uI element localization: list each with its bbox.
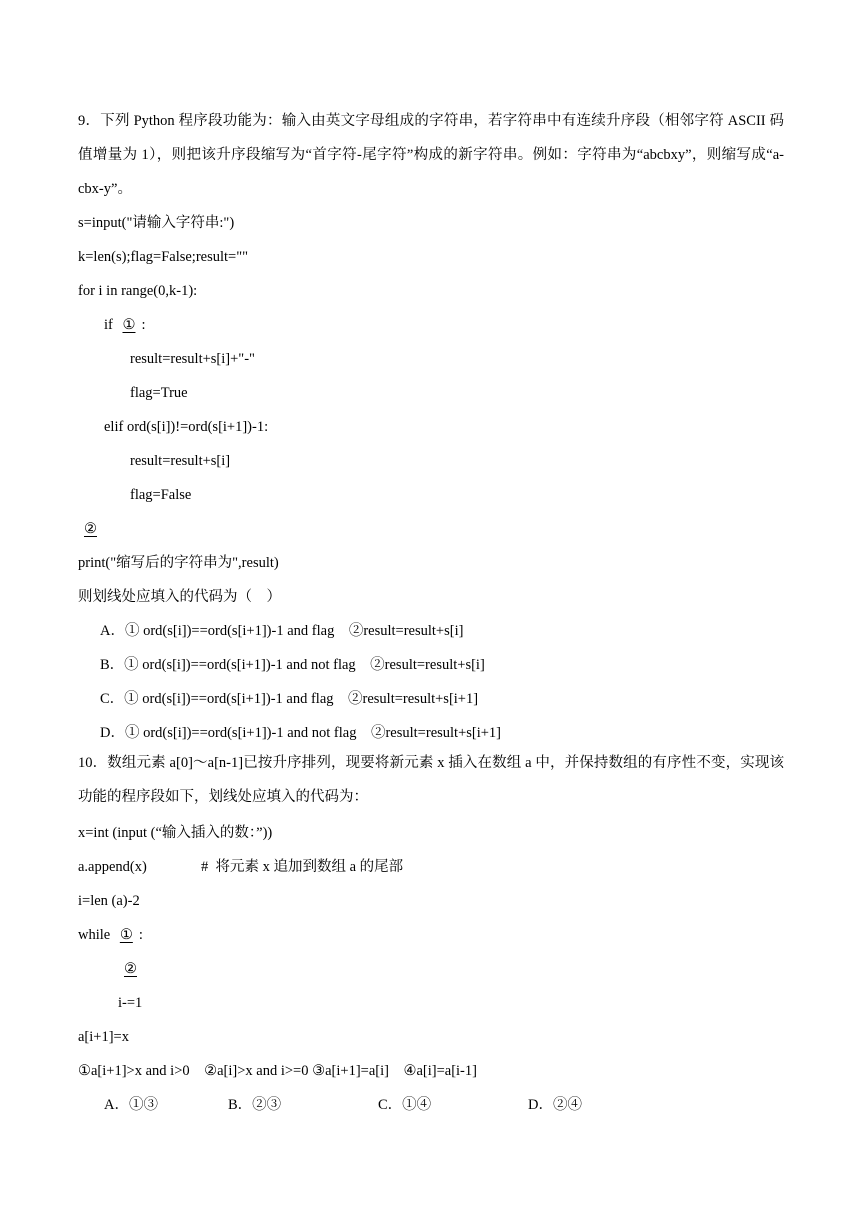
q10-choices: ①a[i+1]>x and i>0 ②a[i]>x and i>=0 ③a[i+1]=a[i] ④a[i]=a[i-1]: [78, 1063, 477, 1079]
code-line: result=result+s[i]: [130, 453, 231, 469]
q9-stem: 9．下列 Python 程序段功能为：输入由英文字母组成的字符串，若字符串中有连续升序段（相邻字符 ASCII 码值增量为 1），则把该升序段缩写为“首字符-尾字符”构成的新字符串。例如：字符串为“abcbxy”，则缩写成“a-cbx-y”。: [78, 113, 784, 197]
code-line: while ① :: [78, 927, 143, 943]
code-line: flag=True: [130, 385, 188, 401]
blank-2: ②: [84, 521, 97, 537]
code-line: k=len(s);flag=False;result="": [78, 249, 249, 265]
code-line: s=input("请输入字符串:"): [78, 215, 235, 231]
code-line: [118, 959, 143, 979]
option-a: A．①③: [104, 1097, 158, 1113]
q9-question: 则划线处应填入的代码为（ ）: [78, 589, 281, 605]
option-d: D．②④: [528, 1097, 582, 1113]
code-line: i-=1: [118, 995, 143, 1011]
code-line: for i in range(0,k-1):: [78, 283, 198, 299]
option-b: B．① ord(s[i])==ord(s[i+1])-1 and not flag ②result=result+s[i]: [100, 657, 485, 673]
code-line: [78, 519, 103, 539]
blank-1: ①: [122, 317, 136, 333]
option-b: B．②③: [228, 1097, 282, 1113]
code-line: flag=False: [130, 487, 192, 503]
q10-stem: 10．数组元素 a[0]～a[n-1]已按升序排列，现要将新元素 x 插入在数组 a 中，并保持数组的有序性不变，实现该功能的程序段如下，划线处应填入的代码为：: [78, 755, 784, 805]
code-line: result=result+s[i]+"-": [130, 351, 255, 367]
code-line: x=int (input (“输入插入的数：”)): [78, 825, 273, 841]
code-line: a[i+1]=x: [78, 1029, 129, 1045]
code-line: a.append(x) # 将元素 x 追加到数组 a 的尾部: [78, 859, 404, 875]
option-a: A．① ord(s[i])==ord(s[i+1])-1 and flag ②result=result+s[i]: [100, 623, 464, 639]
code-line: i=len (a)-2: [78, 893, 140, 909]
code-line: if ① :: [104, 317, 146, 333]
option-c: C．① ord(s[i])==ord(s[i+1])-1 and flag ②result=result+s[i+1]: [100, 691, 479, 707]
option-c: C．①④: [378, 1097, 432, 1113]
blank-1: ①: [119, 927, 133, 943]
blank-2: ②: [124, 961, 137, 977]
option-d: D．① ord(s[i])==ord(s[i+1])-1 and not flag ②result=result+s[i+1]: [100, 725, 502, 741]
code-comment: # 将元素 x 追加到数组 a 的尾部: [201, 859, 404, 875]
code-line: print("缩写后的字符串为",result): [78, 555, 279, 571]
code-line: elif ord(s[i])!=ord(s[i+1])-1:: [104, 419, 269, 435]
